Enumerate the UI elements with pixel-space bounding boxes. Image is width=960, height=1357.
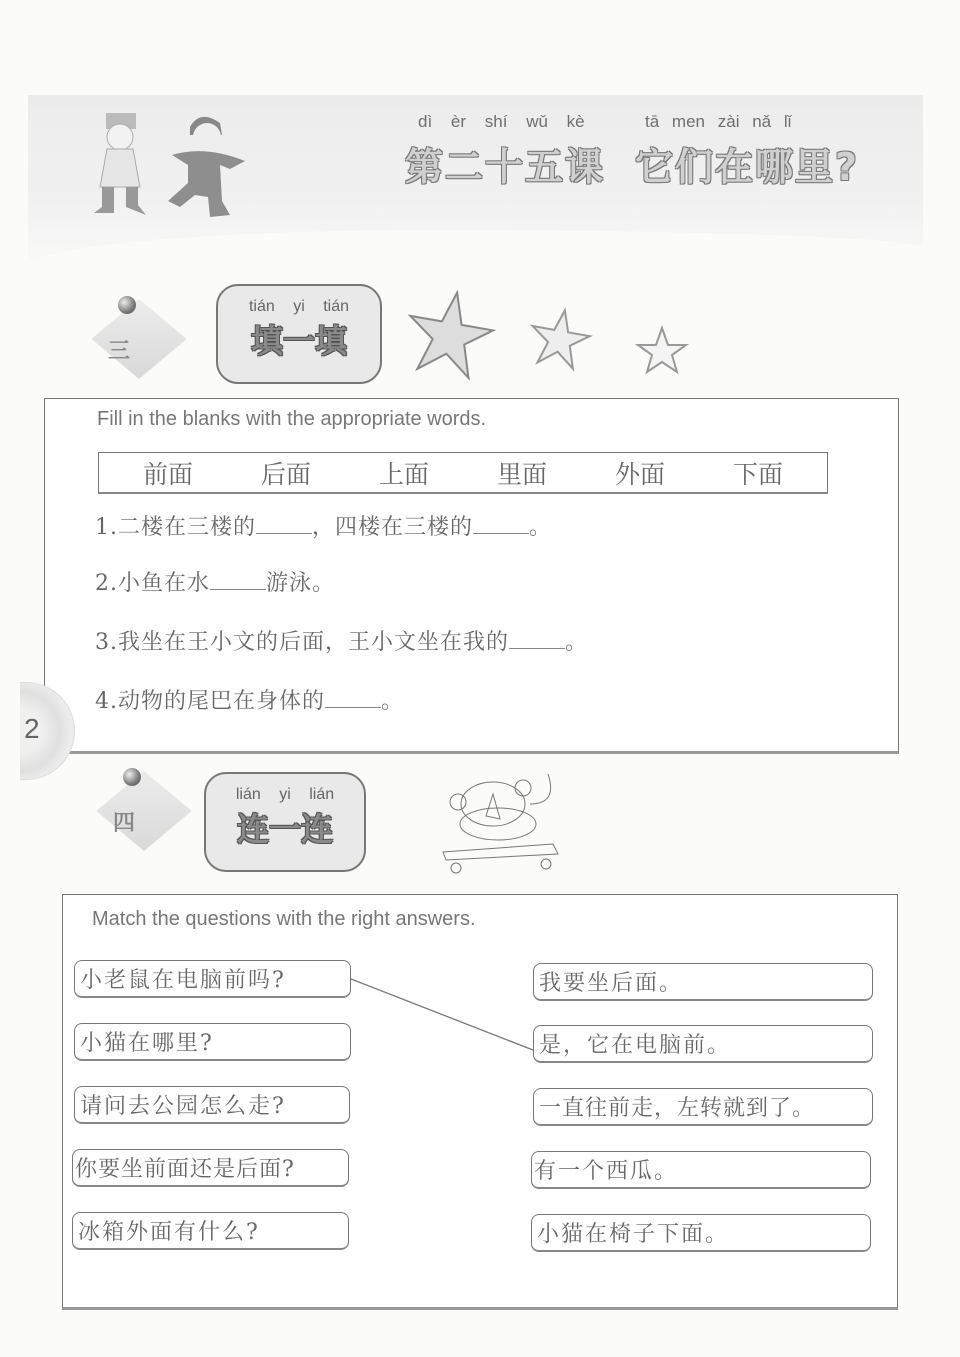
lesson-title: 第二十五课 (405, 145, 606, 189)
section-number: 三 (107, 339, 130, 364)
answer-blank[interactable] (509, 626, 565, 649)
topic-title: 它们在哪里? (635, 145, 860, 189)
section-3-title-box (216, 284, 382, 384)
question-1: 1.二楼在三楼的 ，四楼在三楼的 。 (95, 510, 552, 541)
word-bank-item: 外面 (614, 459, 665, 489)
answer-blank[interactable] (256, 511, 312, 534)
question-2: 2.小鱼在水 游泳。 (95, 566, 335, 597)
match-question[interactable]: 请问去公园怎么走? (74, 1086, 350, 1124)
word-bank-item: 前面 (142, 459, 193, 489)
topic-pinyin: tā men zài nǎ lǐ (645, 112, 792, 131)
word-bank-item: 里面 (496, 459, 547, 489)
match-question[interactable]: 小老鼠在电脑前吗? (74, 960, 351, 998)
match-instruction: Match the questions with the right answers. (92, 908, 476, 930)
fill-instruction: Fill in the blanks with the appropriate words. (97, 408, 487, 430)
question-4: 4.动物的尾巴在身体的 。 (95, 684, 404, 715)
section-title: 连一连 (236, 810, 333, 848)
word-bank-item: 上面 (378, 459, 429, 489)
match-question[interactable]: 你要坐前面还是后面? (72, 1149, 349, 1187)
lesson-pinyin: dì èr shí wǔ kè (418, 112, 585, 131)
answer-blank[interactable] (473, 511, 529, 534)
stars-decoration (400, 288, 700, 388)
match-answer[interactable]: 小猫在椅子下面。 (531, 1214, 871, 1252)
badge-pin-icon (123, 768, 141, 786)
page-number: 2 (24, 713, 40, 744)
mouse-on-skateboard-illustration (438, 764, 568, 876)
star-icon (638, 328, 686, 372)
answer-blank[interactable] (210, 567, 266, 590)
badge-pin-icon (118, 296, 136, 314)
answer-blank[interactable] (325, 685, 381, 708)
star-icon (402, 288, 499, 381)
match-question[interactable]: 冰箱外面有什么? (72, 1212, 349, 1250)
section-title-pinyin: tián yi tián (248, 298, 350, 315)
match-answer[interactable]: 我要坐后面。 (533, 963, 873, 1001)
dancing-children-illustration (70, 105, 270, 235)
section-title: 填一填 (250, 322, 347, 360)
section-title-pinyin: lián yi lián (235, 786, 335, 803)
word-bank-item: 后面 (260, 459, 311, 489)
section-4-badge (95, 768, 185, 858)
question-3: 3.我坐在王小文的后面，王小文坐在我的 。 (95, 625, 588, 656)
match-answer[interactable]: 有一个西瓜。 (531, 1151, 871, 1189)
word-bank (98, 452, 828, 494)
match-answer[interactable]: 一直往前走，左转就到了。 (533, 1088, 873, 1126)
star-icon (527, 305, 594, 370)
match-answer[interactable]: 是，它在电脑前。 (533, 1025, 873, 1063)
word-bank-item: 下面 (732, 459, 783, 489)
match-question[interactable]: 小猫在哪里? (74, 1023, 351, 1061)
section-4-title-box (204, 772, 366, 872)
section-number: 四 (112, 811, 135, 836)
section-3-badge (90, 296, 180, 386)
